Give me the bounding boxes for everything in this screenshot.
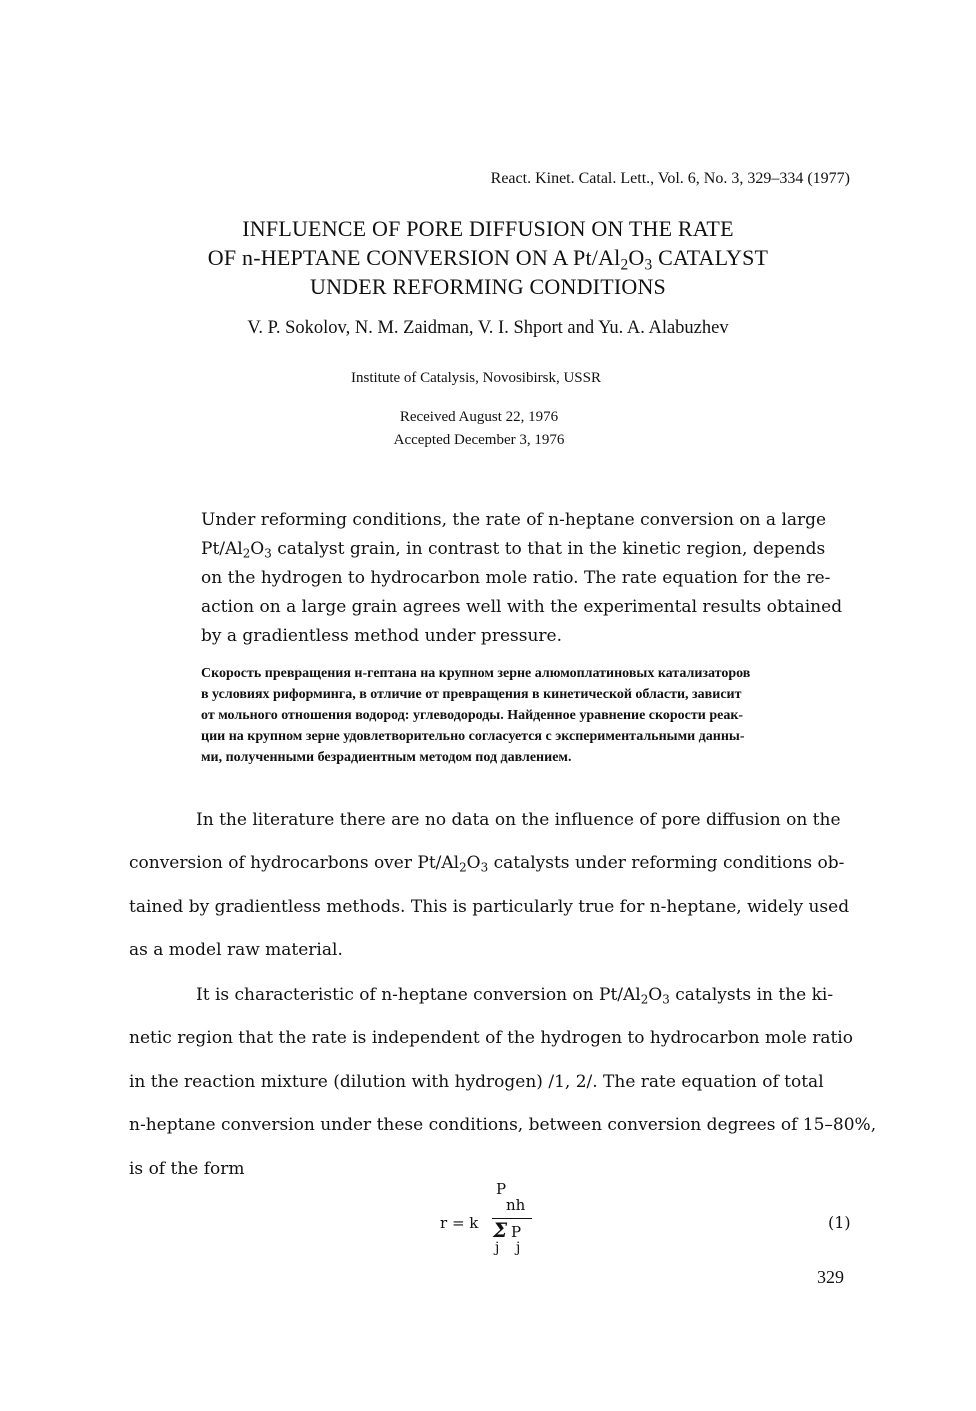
body-line: is of the form — [129, 1159, 245, 1179]
equation-number: (1) — [828, 1213, 851, 1232]
body-line: n-heptane conversion under these conditions, between conversion degrees of 15–80%, — [129, 1115, 877, 1135]
rate-equation — [440, 1180, 570, 1270]
equation-lhs: r = k — [440, 1214, 479, 1232]
title-line-1: INFLUENCE OF PORE DIFFUSION ON THE RATE — [242, 216, 734, 241]
title-line-2: OF n-HEPTANE CONVERSION ON A $Pt/Al_2O_3$ CATALYST — [207, 245, 769, 274]
journal-reference: React. Kinet. Catal. Lett., Vol. 6, No. 3, 329–334 (1977) — [490, 170, 850, 187]
denominator-symbol: P — [511, 1223, 522, 1241]
body-line: netic region that the rate is independent of the hydrogen to hydrocarbon mole ratio — [129, 1028, 853, 1048]
institute: Institute of Catalysis, Novosibirsk, USSR — [350, 370, 601, 386]
body-line: tained by gradientless methods. This is particularly true for n-heptane, widely used — [129, 897, 850, 917]
abstract-ru-line: ции на крупном зерне удовлетворительно согласуется с экспериментальными данны- — [201, 729, 745, 744]
body-line: In the literature there are no data on the influence of pore diffusion on the — [196, 810, 841, 830]
accepted-date: Accepted December 3, 1976 — [393, 432, 565, 448]
sum-symbol: Σ — [493, 1218, 508, 1242]
authors: V. P. Sokolov, N. M. Zaidman, V. I. Shport and Yu. A. Alabuzhev — [247, 318, 729, 338]
body-line: in the reaction mixture (dilution with hydrogen) /1, 2/. The rate equation of total — [129, 1072, 824, 1092]
title-line-3: UNDER REFORMING CONDITIONS — [310, 274, 666, 299]
numerator-subscript: nh — [506, 1196, 526, 1214]
abstract-en-line: by a gradientless method under pressure. — [201, 626, 562, 646]
numerator-symbol: P — [496, 1180, 507, 1198]
abstract-english — [201, 506, 851, 651]
abstract-en-line: Under reforming conditions, the rate of n-heptane conversion on a large — [201, 510, 827, 530]
received-date: Received August 22, 1976 — [399, 409, 559, 425]
sum-index: j — [495, 1240, 500, 1256]
paper-title — [0, 214, 976, 301]
abstract-ru-line: в условиях риформинга, в отличие от превращения в кинетической области, зависит — [201, 687, 742, 702]
body-line: conversion of hydrocarbons over $Pt/Al_2O_3$ catalysts under reforming conditions ob- — [129, 853, 845, 875]
page-number: 329 — [817, 1267, 844, 1287]
denominator-subscript: j — [516, 1240, 521, 1256]
body-line: as a model raw material. — [129, 940, 343, 960]
abstract-russian — [201, 663, 891, 768]
abstract-ru-line: от мольного отношения водород: углеводороды. Найденное уравнение скорости реак- — [201, 708, 744, 723]
body-line: It is characteristic of n-heptane conversion on $Pt/Al_2O_3$ catalysts in the ki- — [196, 985, 834, 1007]
dates — [0, 406, 958, 452]
abstract-ru-line: Скорость превращения н-гептана на крупном зерне алюмоплатиновых катализаторов — [201, 666, 751, 681]
abstract-en-line: action on a large grain agrees well with the experimental results obtained — [201, 597, 843, 617]
abstract-en-line: on the hydrogen to hydrocarbon mole ratio. The rate equation for the re- — [201, 568, 831, 588]
abstract-ru-line: ми, полученными безрадиентным методом под давлением. — [201, 750, 572, 765]
abstract-en-line: $Pt/Al_2O_3$ catalyst grain, in contrast to that in the kinetic region, depends — [201, 539, 826, 561]
